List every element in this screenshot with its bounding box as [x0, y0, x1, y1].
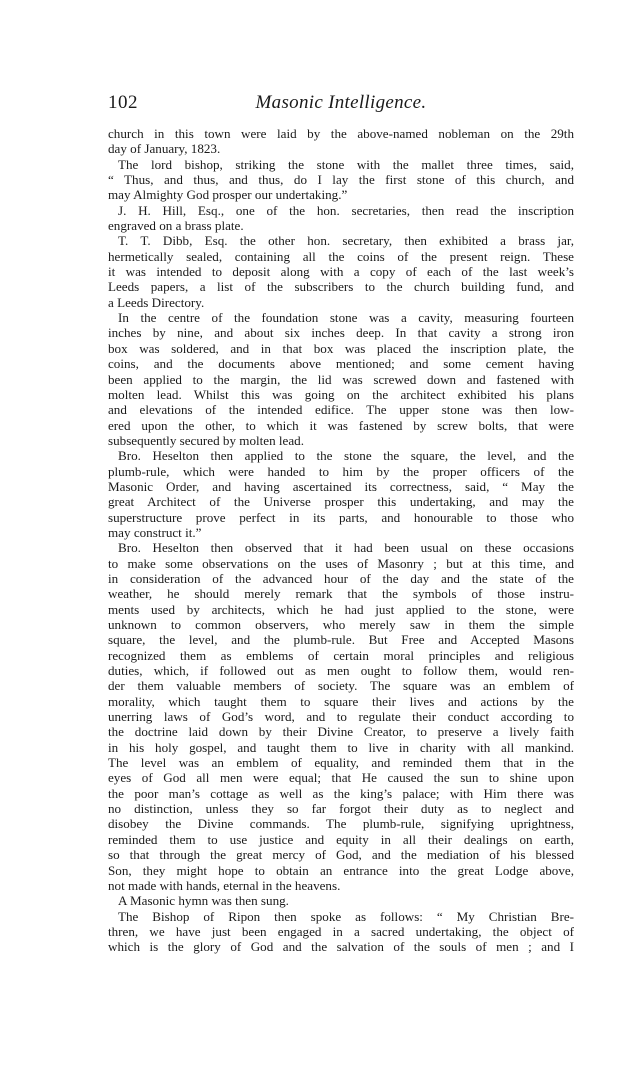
text-line: in consideration of the advanced hour of the day and the state of the	[108, 570, 574, 586]
text-line: unerring laws of God’s word, and to regulate their conduct according to	[108, 709, 574, 725]
text-line: no distinction, unless they so far forgot their duty as to neglect and	[108, 801, 574, 817]
text-line: The level was an emblem of equality, and reminded them that in the	[108, 755, 574, 771]
running-head	[108, 92, 574, 122]
text-line: molten lead. Whilst this was going on the architect exhibited his plans	[108, 386, 574, 402]
text-line: morality, which taught them to square their lives and actions by the	[108, 693, 574, 709]
text-line: it was intended to deposit along with a copy of each of the last week’s	[108, 264, 574, 280]
text-line: Masonic Order, and having ascertained its correctness, said, “ May the	[108, 478, 574, 494]
text-line: day of January, 1823.	[108, 141, 221, 157]
book-page	[108, 92, 574, 955]
text-line: eyes of God all men were equal; that He caused the sun to shine upon	[108, 770, 574, 786]
body-text	[108, 126, 574, 955]
text-line: the doctrine laid down by their Divine Creator, to preserve a lively faith	[108, 724, 574, 740]
text-line: T. T. Dibb, Esq. the other hon. secretary, then exhibited a brass jar,	[118, 233, 574, 249]
text-line: not made with hands, eternal in the heavens.	[108, 877, 341, 893]
text-line: been applied to the margin, the lid was screwed down and fastened with	[108, 371, 574, 387]
text-line: great Architect of the Universe prosper this undertaking, and may the	[108, 494, 574, 510]
text-line: a Leeds Directory.	[108, 294, 205, 310]
page-number: 102	[108, 92, 138, 113]
text-line: Leeds papers, a list of the subscribers to the church building fund, and	[108, 279, 574, 295]
running-title: Masonic Intelligence.	[255, 92, 427, 113]
text-line: engraved on a brass plate.	[108, 218, 244, 234]
text-line: duties, which, if followed out as men ought to follow them, would ren-	[108, 663, 574, 679]
text-line: thren, we have just been engaged in a sacred undertaking, the object of	[108, 923, 574, 939]
text-line: der them valuable members of society. The square was an emblem of	[108, 678, 574, 694]
text-line: hermetically sealed, containing all the coins of the present reign. These	[108, 248, 574, 264]
text-line: plumb-rule, which were handed to him by the proper officers of the	[108, 463, 574, 479]
text-line: the poor man’s cottage as well as the king’s palace; with Him there was	[108, 785, 574, 801]
text-line: ments used by architects, which he had just applied to the stone, were	[108, 601, 574, 617]
text-line: weather, he should merely remark that the symbols of those instru-	[108, 586, 574, 602]
text-line: so that through the great mercy of God, and the mediation of his blessed	[108, 847, 574, 863]
text-line: “ Thus, and thus, and thus, do I lay the first stone of this church, and	[108, 172, 574, 188]
text-line: recognized them as emblems of certain moral principles and religious	[108, 647, 574, 663]
text-line: subsequently secured by molten lead.	[108, 432, 304, 448]
text-line: Son, they might hope to obtain an entrance into the great Lodge above,	[108, 862, 574, 878]
text-line: inches by nine, and about six inches deep. In that cavity a strong iron	[108, 325, 574, 341]
text-line: to make some observations on the uses of Masonry ; but at this time, and	[108, 555, 574, 571]
text-line: coins, and the documents above mentioned; and some cement having	[108, 356, 574, 372]
text-line: church in this town were laid by the above-named nobleman on the 29th	[108, 126, 574, 141]
text-line: disobey the Divine commands. The plumb-rule, signifying uprightness,	[108, 816, 574, 832]
text-line: The lord bishop, striking the stone with the mallet three times, said,	[118, 156, 574, 172]
text-line: which is the glory of God and the salvation of the souls of men ; and I	[108, 939, 574, 955]
text-line: may Almighty God prosper our undertaking.”	[108, 187, 348, 203]
text-line: and elevations of the intended edifice. The upper stone was then low-	[108, 402, 574, 418]
text-line: A Masonic hymn was then sung.	[118, 893, 289, 909]
text-line: box was soldered, and in that box was placed the inscription plate, the	[108, 340, 574, 356]
text-line: Bro. Heselton then applied to the stone the square, the level, and the	[118, 448, 574, 464]
text-line: square, the level, and the plumb-rule. But Free and Accepted Masons	[108, 632, 574, 648]
text-line: reminded them to use justice and equity in all their dealings on earth,	[108, 831, 574, 847]
text-line: In the centre of the foundation stone was a cavity, measuring fourteen	[118, 310, 574, 326]
text-line: may construct it.”	[108, 524, 202, 540]
text-line: superstructure prove perfect in its parts, and honourable to those who	[108, 509, 574, 525]
text-line: ered upon the other, to which it was fastened by screw bolts, that were	[108, 417, 574, 433]
text-line: J. H. Hill, Esq., one of the hon. secretaries, then read the inscription	[118, 202, 574, 218]
text-line: Bro. Heselton then observed that it had been usual on these occasions	[118, 540, 574, 556]
text-line: in his holy gospel, and taught them to live in charity with all mankind.	[108, 739, 574, 755]
text-line: The Bishop of Ripon then spoke as follows: “ My Christian Bre-	[118, 908, 574, 924]
text-line: unknown to common observers, who merely saw in them the simple	[108, 617, 574, 632]
